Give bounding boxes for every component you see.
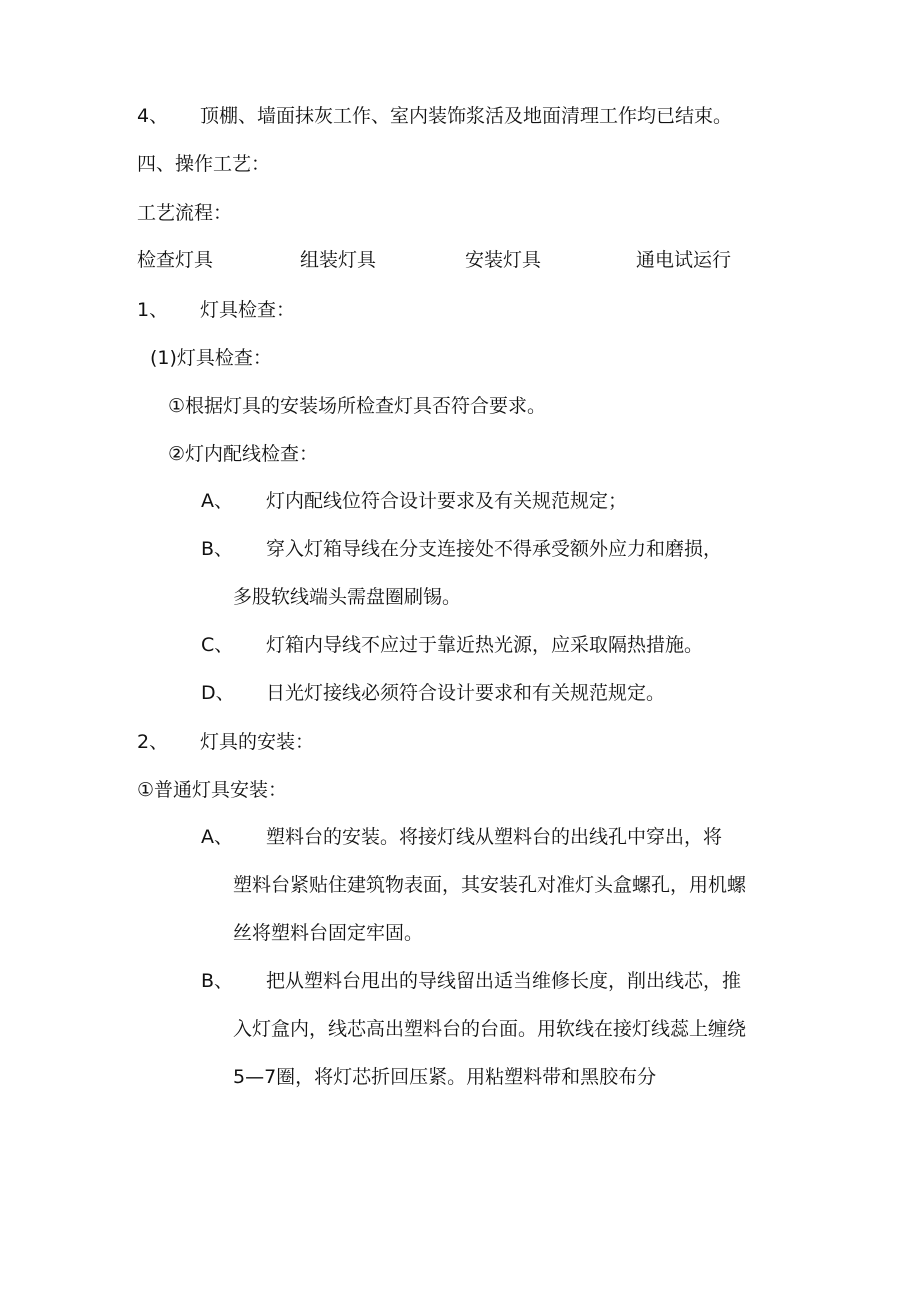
list-marker: B、 xyxy=(201,970,234,992)
list-item-text: 灯内配线位符合设计要求及有关规范规定； xyxy=(266,490,628,512)
flow-step: 通电试运行 xyxy=(636,249,732,271)
item-number: 4、 xyxy=(137,105,169,127)
sub-heading: (1)灯具检查： xyxy=(150,347,272,369)
list-item-text: 把从塑料台甩出的导线留出适当维修长度，削出线芯，推 xyxy=(266,970,742,992)
list-item-text: 日光灯接线必须符合设计要求和有关规范规定。 xyxy=(266,682,666,704)
item-number: 2、 xyxy=(137,731,169,753)
paragraph-text: 顶棚、墙面抹灰工作、室内装饰浆活及地面清理工作均已结束。 xyxy=(200,105,733,127)
list-marker: D、 xyxy=(201,682,235,704)
list-item-continuation: 多股软线端头需盘圈刷锡。 xyxy=(233,586,462,608)
list-item-text: 灯箱内导线不应过于靠近热光源，应采取隔热措施。 xyxy=(266,634,704,656)
list-marker: A、 xyxy=(201,826,233,848)
flow-step: 组装灯具 xyxy=(300,249,377,271)
item-number: 1、 xyxy=(137,299,169,321)
list-item-text: 塑料台的安装。将接灯线从塑料台的出线孔中穿出，将 xyxy=(266,826,723,848)
list-item-continuation: 丝将塑料台固定牢固。 xyxy=(233,922,424,944)
paragraph-text: ②灯内配线检查： xyxy=(168,443,319,465)
list-marker: C、 xyxy=(201,634,234,656)
list-item-continuation: 入灯盒内，线芯高出塑料台的台面。用软线在接灯线蕊上缠绕 xyxy=(233,1018,747,1040)
flow-step: 检查灯具 xyxy=(137,249,214,271)
list-marker: A、 xyxy=(201,490,233,512)
list-item-text: 穿入灯箱导线在分支连接处不得承受额外应力和磨损， xyxy=(266,538,723,560)
paragraph-text: ①根据灯具的安装场所检查灯具否符合要求。 xyxy=(168,395,547,417)
flow-title: 工艺流程： xyxy=(137,202,233,224)
item-heading: 灯具的安装： xyxy=(200,731,315,753)
list-item-continuation: 5—7圈，将灯芯折回压紧。用粘塑料带和黑胶布分 xyxy=(233,1066,657,1088)
flow-step: 安装灯具 xyxy=(465,249,542,271)
sub-heading: ①普通灯具安装： xyxy=(137,779,288,801)
item-heading: 灯具检查： xyxy=(200,299,296,321)
list-marker: B、 xyxy=(201,538,234,560)
list-item-continuation: 塑料台紧贴住建筑物表面，其安装孔对准灯头盒螺孔，用机螺 xyxy=(233,874,747,896)
section-heading: 四、操作工艺： xyxy=(137,153,271,175)
